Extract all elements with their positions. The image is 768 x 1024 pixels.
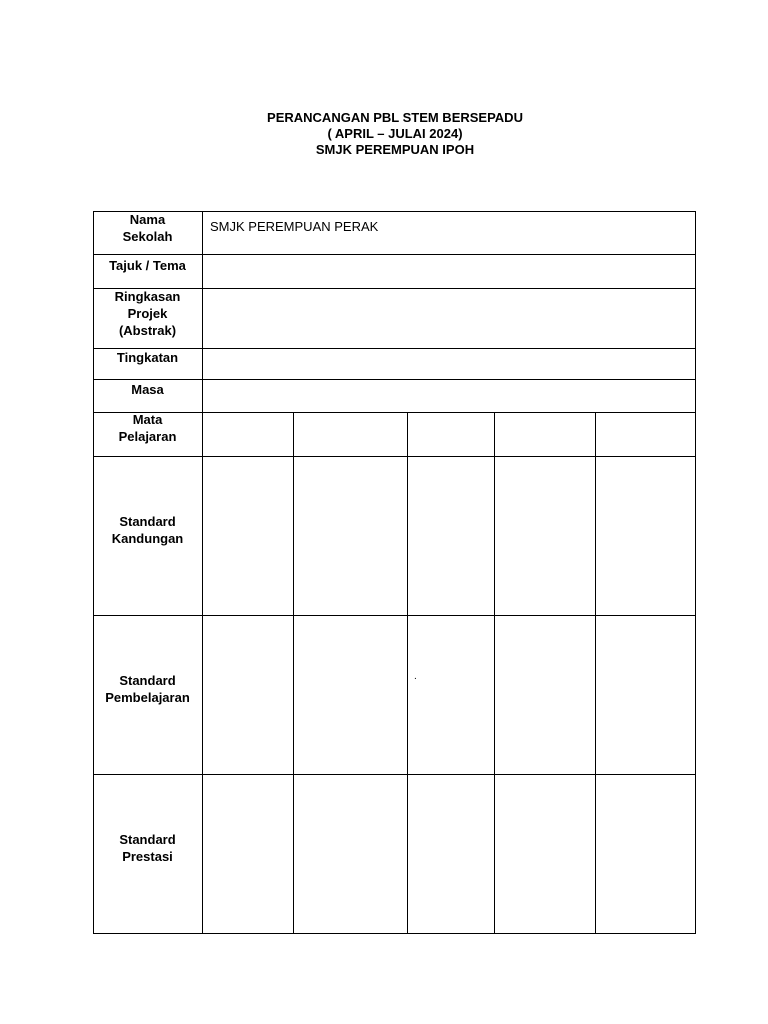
- label-tajuk-tema: Tajuk / Tema: [109, 258, 186, 273]
- label-standard-prestasi: Standard Prestasi: [119, 832, 176, 864]
- title-line-3: SMJK PEREMPUAN IPOH: [315, 142, 475, 157]
- label-standard-pembelajaran: Standard Pembelajaran: [105, 673, 190, 705]
- document-title: [0, 110, 768, 158]
- value-nama-sekolah: SMJK PEREMPUAN PERAK: [210, 219, 379, 234]
- label-ringkasan-projek: Ringkasan Projek (Abstrak): [114, 289, 181, 338]
- title-line-1: PERANCANGAN PBL STEM BERSEPADU: [267, 110, 523, 125]
- planning-form-table: [93, 211, 696, 934]
- title-line-2: ( APRIL – JULAI 2024): [327, 126, 463, 141]
- label-masa: Masa: [131, 382, 164, 397]
- label-standard-kandungan: Standard Kandungan: [111, 514, 184, 546]
- label-nama-sekolah: Nama Sekolah: [122, 212, 173, 244]
- label-tingkatan: Tingkatan: [116, 350, 179, 365]
- label-mata-pelajaran: Mata Pelajaran: [118, 412, 177, 444]
- stray-dot-mark: .: [414, 671, 417, 682]
